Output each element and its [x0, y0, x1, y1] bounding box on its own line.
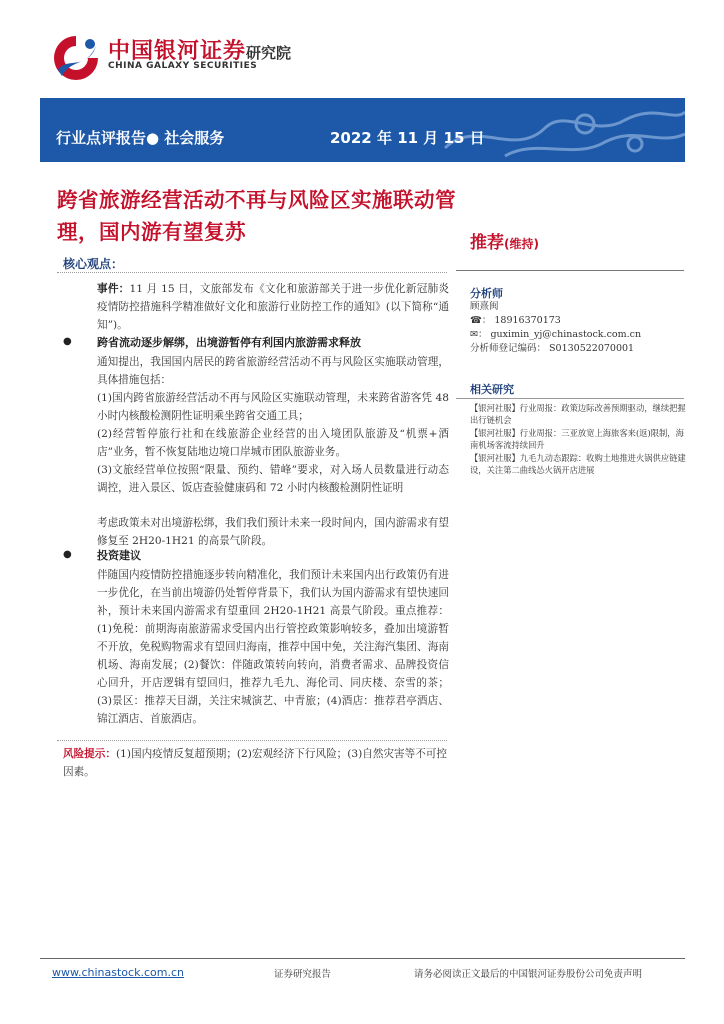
section1-conclusion: 考虑政策未对出境游松绑，我们我们预计未来一段时间内，国内游需求有望修复至 2H20-1H21 的高景气阶段。: [97, 517, 449, 547]
related-item[interactable]: 【银河社服】行业周报：三亚放宽上海旅客来(返)限制，海南机场客流持续回升: [470, 428, 684, 450]
divider: [456, 270, 684, 271]
footer-doc-type: 证券研究报告: [274, 969, 332, 980]
divider: [57, 272, 447, 273]
risk-label: 风险提示：: [63, 748, 116, 760]
report-date: 2022 年 11 月 15 日: [330, 129, 485, 147]
rating-note: (维持): [504, 237, 539, 251]
brand-subtitle: 研究院: [246, 44, 292, 62]
divider: [57, 740, 447, 741]
bullet-icon: ●: [63, 549, 72, 560]
bullet-icon: ●: [63, 336, 72, 347]
core-label: 核心观点：: [63, 257, 124, 271]
event-label: 事件：: [97, 283, 130, 295]
analyst-phone: ☎： 18916370173: [470, 315, 561, 326]
report-type: 行业点评报告● 社会服务: [56, 129, 225, 147]
report-title: 跨省旅游经营活动不再与风险区实施联动管理，国内游有望复苏: [57, 188, 456, 244]
brand-name-en: CHINA GALAXY SECURITIES: [108, 61, 258, 71]
footer-divider: [40, 958, 685, 959]
section2-heading: 投资建议: [97, 549, 141, 562]
divider: [456, 398, 684, 399]
event-paragraph: [97, 280, 449, 334]
related-item[interactable]: 【银河社服】行业周报：政策边际改善预期驱动，继续把握出行链机会: [470, 403, 686, 425]
analyst-cert: 分析师登记编码： S0130522070001: [470, 343, 635, 354]
section2-text: 伴随国内疫情防控措施逐步转向精准化，我们预计未来国内出行政策仍有进一步优化，在当前出境游仍处暂停背景下，我们认为国内游需求有望快速回补，预计未来国内游需求有望重回 2H20-1H21 高景气阶段。重点推荐：(1)免税：前期海南旅游需求受国内出行管控政策影响较多，叠加出境游暂不开放，免税购物需求有望回归海南，推荐中国中免，关注海汽集团、海南机场、海南发展；(2)餐饮：伴随政策转向转向，消费者需求、品牌投资信心回升，开店逻辑有望回归，推荐九毛九、海伦司、同庆楼、奈雪的茶；(3)景区：推荐天目湖，关注宋城演艺、中青旅；(4)酒店：推荐君亭酒店、锦江酒店、首旅酒店。: [97, 569, 449, 725]
footer-disclaimer: 请务必阅读正文最后的中国银河证券股份公司免责声明: [414, 969, 643, 980]
section1-heading: 跨省流动逐步解绑，出境游暂停有利国内旅游需求释放: [97, 336, 361, 349]
related-heading: 相关研究: [470, 383, 514, 396]
rating: [470, 228, 539, 253]
galaxy-logo-icon: [50, 32, 102, 84]
section1-intro: 通知提出，我国国内居民的跨省旅游经营活动不再与风险区实施联动管理，具体措施包括：: [97, 356, 449, 386]
rating-label: 推荐: [470, 233, 504, 253]
footer-website-link[interactable]: www.chinastock.com.cn: [52, 966, 184, 979]
risk-text: (1)国内疫情反复超预期；(2)宏观经济下行风险；(3)自然灾害等不可控因素。: [63, 748, 448, 778]
event-text: 11 月 15 日，文旅部发布《文化和旅游部关于进一步优化新冠肺炎疫情防控措施科学精准做好文化和旅游行业防控工作的通知》(以下简称“通知”)。: [97, 283, 450, 331]
analyst-name: 顾熹闽: [470, 301, 499, 312]
section1-item-3: (3)文旅经营单位按照“限量、预约、错峰”要求，对入场人员数量进行动态调控，进入景区、饭店查验健康码和 72 小时内核酸检测阴性证明: [97, 464, 449, 494]
risk-paragraph: [63, 745, 451, 781]
related-item[interactable]: 【银河社服】九毛九动态跟踪：收购土地推进火锅供应链建设，关注第二曲线怂火锅开店进展: [470, 453, 686, 475]
analyst-heading: 分析师: [470, 287, 503, 300]
section1-item-2: (2)经营暂停旅行社和在线旅游企业经营的出入境团队旅游及“机票+酒店”业务，暂不恢复陆地边境口岸城市团队旅游业务。: [97, 428, 449, 458]
analyst-email: ✉： guximin_yj@chinastock.com.cn: [470, 329, 642, 340]
section1-item-1: (1)国内跨省旅游经营活动不再与风险区实施联动管理，未来跨省游客凭 48 小时内核酸检测阴性证明乘坐跨省交通工具；: [97, 392, 449, 422]
brand-name-cn: 中国银河证券: [108, 39, 247, 64]
